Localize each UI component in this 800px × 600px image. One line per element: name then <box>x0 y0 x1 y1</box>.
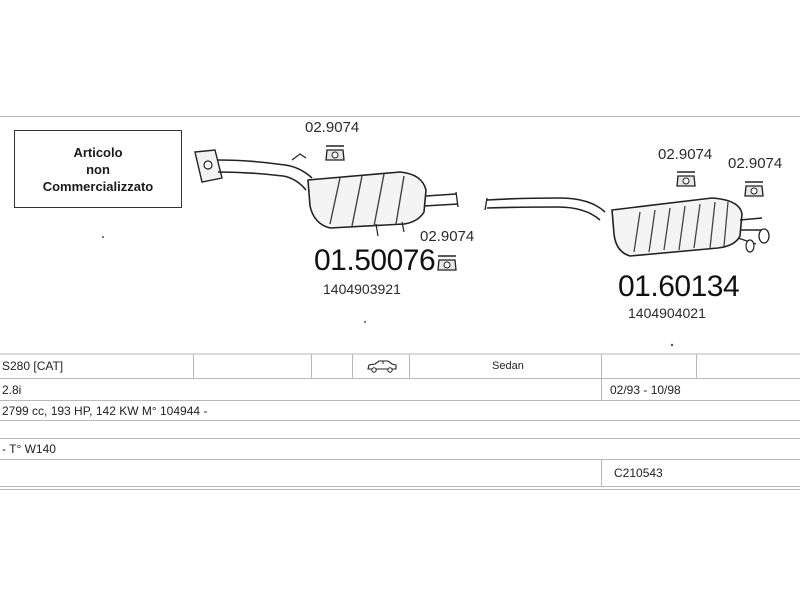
rubber-hanger-icon <box>438 256 456 270</box>
flange-icon <box>195 150 222 182</box>
rear-silencer-drawing <box>485 198 769 256</box>
hanger-code-label: 02.9074 <box>420 228 475 245</box>
sedan-car-icon <box>366 354 398 378</box>
body-type-cell: Sedan <box>492 360 524 372</box>
specs-row <box>0 401 800 421</box>
chassis-row <box>0 439 800 460</box>
hanger-code-label: 02.9074 <box>305 119 360 136</box>
catalog-code-cell: C210543 <box>614 466 663 480</box>
specs-cell: 2799 cc, 193 HP, 142 KW M° 104944 - <box>2 403 208 418</box>
engine-cell: 2.8i <box>2 382 22 397</box>
notice-line-3: Commercializzato <box>42 178 154 194</box>
part-number-left: 01.50076 <box>314 244 436 277</box>
production-years-cell: 02/93 - 10/98 <box>610 382 681 397</box>
notice-line-2: non <box>86 161 110 177</box>
chassis-cell: - T° W140 <box>2 442 56 456</box>
notice-line-1: Articolo <box>73 144 123 160</box>
engine-row <box>0 379 800 401</box>
catalog-row <box>0 460 800 487</box>
rubber-hanger-icon <box>326 146 344 160</box>
rubber-hanger-icon <box>677 172 695 186</box>
model-cell: S280 [CAT] <box>2 359 64 373</box>
part-number-right: 01.60134 <box>618 270 740 303</box>
oem-number-left: 1404903921 <box>323 281 401 297</box>
rubber-hanger-icon <box>745 182 763 196</box>
vehicle-model-row <box>0 354 800 379</box>
hanger-code-label: 02.9074 <box>658 146 713 163</box>
oem-number-right: 1404904021 <box>628 305 706 321</box>
blank-row <box>0 421 800 439</box>
middle-silencer-drawing <box>195 150 458 236</box>
hanger-code-label: 02.9074 <box>728 155 783 172</box>
